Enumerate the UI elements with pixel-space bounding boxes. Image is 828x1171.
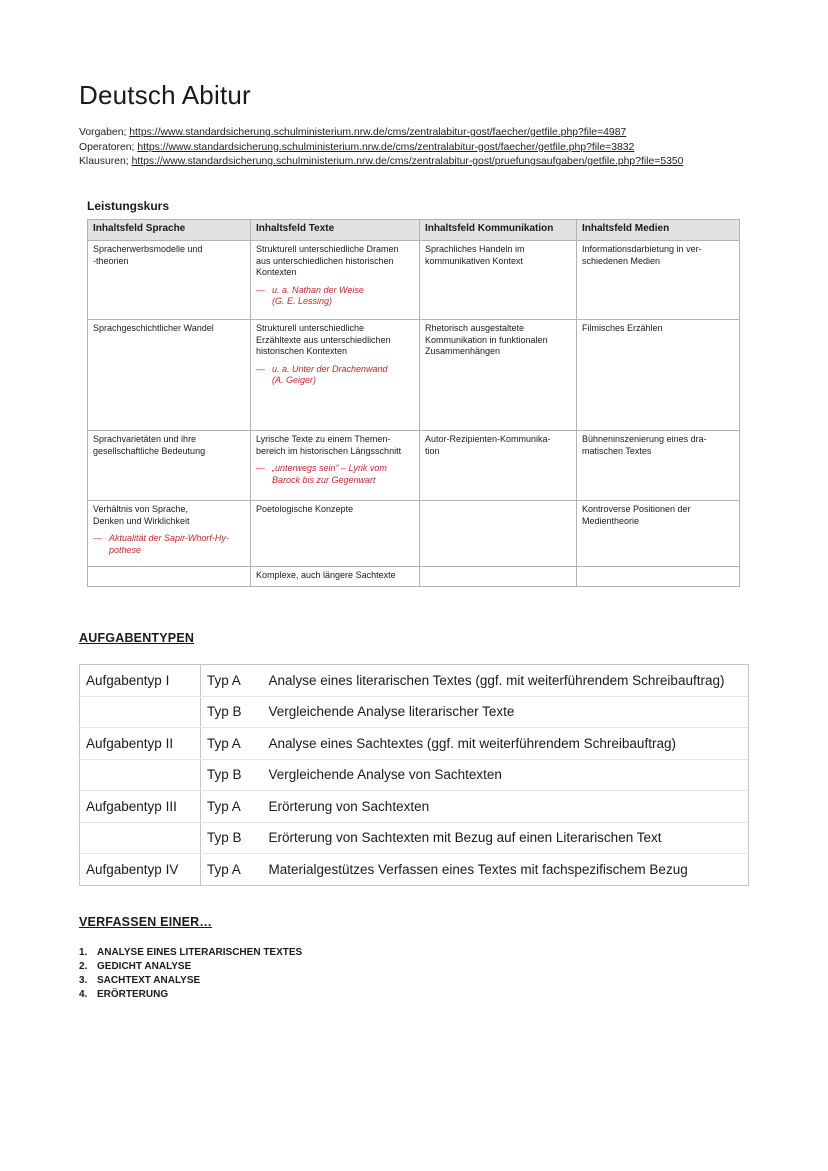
cell-text: Bühneninszenierung eines dra- matischen Textes bbox=[582, 434, 707, 456]
list-label: ANALYSE EINES LITERARISCHEN TEXTES bbox=[97, 947, 303, 958]
aufgabentyp-group bbox=[80, 696, 201, 728]
table-cell bbox=[577, 320, 740, 431]
table-cell bbox=[88, 320, 251, 431]
red-note-text: Aktualität der Sapir-Whorf-Hy- pothese bbox=[109, 533, 229, 555]
cell-text: Poetologische Konzepte bbox=[256, 504, 354, 514]
table-row bbox=[88, 241, 740, 320]
cell-text: Autor-Rezipienten-Kommunika- tion bbox=[425, 434, 551, 456]
cell-text: Verhältnis von Sprache, Denken und Wirklichkeit bbox=[93, 504, 190, 526]
cell-text: Komplexe, auch längere Sachtexte bbox=[256, 570, 396, 580]
typ-description: Erörterung von Sachtexten bbox=[263, 791, 749, 823]
table-row bbox=[88, 567, 740, 587]
typ-label: Typ A bbox=[201, 791, 263, 823]
typ-description: Materialgestützes Verfassen eines Textes mit fachspezifischem Bezug bbox=[268, 861, 688, 877]
dash-marker: — bbox=[93, 533, 102, 543]
dash-marker: — bbox=[256, 284, 265, 295]
table-cell bbox=[577, 241, 740, 320]
table-row bbox=[80, 759, 749, 791]
header-medien: Inhaltsfeld Medien bbox=[577, 220, 740, 241]
leistungskurs-table bbox=[87, 219, 740, 587]
table-cell bbox=[420, 431, 577, 501]
list-item bbox=[79, 974, 302, 988]
table-cell bbox=[251, 241, 420, 320]
table-cell bbox=[251, 320, 420, 431]
cell-text: Filmisches Erzählen bbox=[582, 323, 663, 333]
table-cell bbox=[251, 501, 420, 567]
table-cell bbox=[251, 567, 420, 587]
dash-marker: — bbox=[256, 463, 265, 473]
typ-description: Erörterung von Sachtexten mit Bezug auf einen Literarischen Text bbox=[263, 822, 749, 854]
list-number: 4. bbox=[79, 989, 88, 1000]
list-number: 3. bbox=[79, 975, 88, 986]
aufgabentypen-table bbox=[79, 664, 749, 886]
header-texte: Inhaltsfeld Texte bbox=[251, 220, 420, 241]
table-row bbox=[80, 854, 749, 886]
table-row bbox=[80, 728, 749, 760]
link-line-vorgaben bbox=[79, 126, 799, 141]
verfassen-heading: VERFASSEN EINER… bbox=[79, 915, 213, 929]
list-number: 2. bbox=[79, 961, 88, 972]
table-cell bbox=[251, 431, 420, 501]
dash-marker: — bbox=[256, 363, 265, 374]
cell-text: Rhetorisch ausgestaltete Kommunikation in funktionalen Zusammenhängen bbox=[425, 323, 548, 356]
aufgabentyp-group: Aufgabentyp II bbox=[80, 728, 201, 760]
red-note-text: u. a. Unter der Drachenwand (A. Geiger) bbox=[272, 363, 388, 385]
red-note bbox=[256, 285, 414, 308]
cell-text: Strukturell unterschiedliche Erzähltexte aus unterschiedlichen historischen Kontexten bbox=[256, 323, 391, 356]
page-title: Deutsch Abitur bbox=[79, 80, 251, 110]
table-header-row bbox=[88, 220, 740, 241]
cell-text: Informationsdarbietung in ver- schiedenen Medien bbox=[582, 244, 702, 266]
table-cell bbox=[88, 501, 251, 567]
red-note bbox=[256, 463, 414, 486]
table-row bbox=[88, 431, 740, 501]
table-row bbox=[88, 501, 740, 567]
vorgaben-link[interactable]: https://www.standardsicherung.schulministerium.nrw.de/cms/zentralabitur-gost/faecher/getfile.php?file=4987 bbox=[129, 127, 627, 138]
red-note-text: u. a. Nathan der Weise (G. E. Lessing) bbox=[272, 284, 364, 306]
link-label: Vorgaben; bbox=[79, 127, 130, 138]
link-line-klausuren bbox=[79, 155, 799, 170]
link-label: Klausuren; bbox=[79, 156, 132, 167]
link-line-operatoren bbox=[79, 141, 799, 156]
typ-label: Typ B bbox=[201, 822, 263, 854]
klausuren-link[interactable]: https://www.standardsicherung.schulministerium.nrw.de/cms/zentralabitur-gost/pruefungsaufgaben/getfile.php?file=5350 bbox=[131, 156, 684, 167]
operatoren-link[interactable]: https://www.standardsicherung.schulministerium.nrw.de/cms/zentralabitur-gost/faecher/getfile.php?file=3832 bbox=[137, 141, 635, 153]
verfassen-list bbox=[79, 946, 302, 1002]
table-cell bbox=[88, 431, 251, 501]
typ-description: Vergleichende Analyse literarischer Texte bbox=[263, 696, 749, 728]
typ-label: Typ A bbox=[201, 728, 263, 760]
table-row bbox=[80, 822, 749, 854]
aufgabentyp-group: Aufgabentyp I bbox=[80, 665, 201, 697]
aufgabentyp-group bbox=[80, 822, 201, 854]
header-kommunikation: Inhaltsfeld Kommunikation bbox=[420, 220, 577, 241]
table-cell bbox=[420, 241, 577, 320]
cell-text: Strukturell unterschiedliche Dramen aus unterschiedlichen historischen Kontexten bbox=[256, 244, 399, 277]
typ-description: Analyse eines Sachtextes (ggf. mit weiterführendem Schreibauftrag) bbox=[263, 728, 749, 760]
cell-text: Spracherwerbsmodelle und -theorien bbox=[93, 244, 203, 266]
typ-label: Typ B bbox=[201, 759, 263, 791]
table-row bbox=[80, 791, 749, 823]
table-cell bbox=[88, 241, 251, 320]
table-row bbox=[80, 665, 749, 697]
link-list bbox=[79, 126, 799, 170]
table-cell bbox=[420, 567, 577, 587]
list-label: ERÖRTERUNG bbox=[97, 989, 169, 1000]
table-row bbox=[80, 696, 749, 728]
list-label: GEDICHT ANALYSE bbox=[97, 961, 192, 972]
link-label: Operatoren; bbox=[79, 141, 138, 153]
list-number: 1. bbox=[79, 947, 88, 958]
cell-text: Sprachliches Handeln im kommunikativen Kontext bbox=[425, 244, 525, 266]
typ-description: Analyse eines literarischen Textes (ggf. mit weiterführendem Schreibauftrag) bbox=[263, 665, 749, 697]
cell-text: Lyrische Texte zu einem Themen- bereich im historischen Längsschnitt bbox=[256, 434, 402, 456]
red-note bbox=[256, 364, 414, 387]
aufgabentyp-group bbox=[80, 759, 201, 791]
header-sprache: Inhaltsfeld Sprache bbox=[88, 220, 251, 241]
leistungskurs-heading: Leistungskurs bbox=[87, 199, 170, 213]
aufgabentyp-group: Aufgabentyp III bbox=[80, 791, 201, 823]
list-item bbox=[79, 946, 302, 960]
aufgabentypen-heading: AUFGABENTYPEN bbox=[79, 631, 195, 645]
red-note-text: „unterwegs sein“ – Lyrik vom Barock bis zur Gegenwart bbox=[272, 463, 387, 485]
list-label: SACHTEXT ANALYSE bbox=[97, 975, 201, 986]
aufgabentyp-group: Aufgabentyp IV bbox=[80, 854, 201, 886]
cell-text: Sprachvarietäten und ihre gesellschaftliche Bedeutung bbox=[93, 434, 206, 456]
red-note bbox=[93, 533, 245, 556]
table-cell bbox=[577, 567, 740, 587]
list-item bbox=[79, 988, 302, 1002]
table-cell bbox=[577, 431, 740, 501]
table-row bbox=[88, 320, 740, 431]
typ-label: Typ A bbox=[207, 861, 241, 877]
typ-label: Typ B bbox=[201, 696, 263, 728]
typ-label: Typ A bbox=[201, 665, 263, 697]
cell-text: Sprachgeschichtlicher Wandel bbox=[93, 323, 214, 333]
cell-text: Kontroverse Positionen der Medientheorie bbox=[582, 504, 691, 526]
table-cell bbox=[577, 501, 740, 567]
table-cell bbox=[88, 567, 251, 587]
table-cell bbox=[420, 320, 577, 431]
table-cell bbox=[420, 501, 577, 567]
list-item bbox=[79, 960, 302, 974]
typ-description: Vergleichende Analyse von Sachtexten bbox=[263, 759, 749, 791]
